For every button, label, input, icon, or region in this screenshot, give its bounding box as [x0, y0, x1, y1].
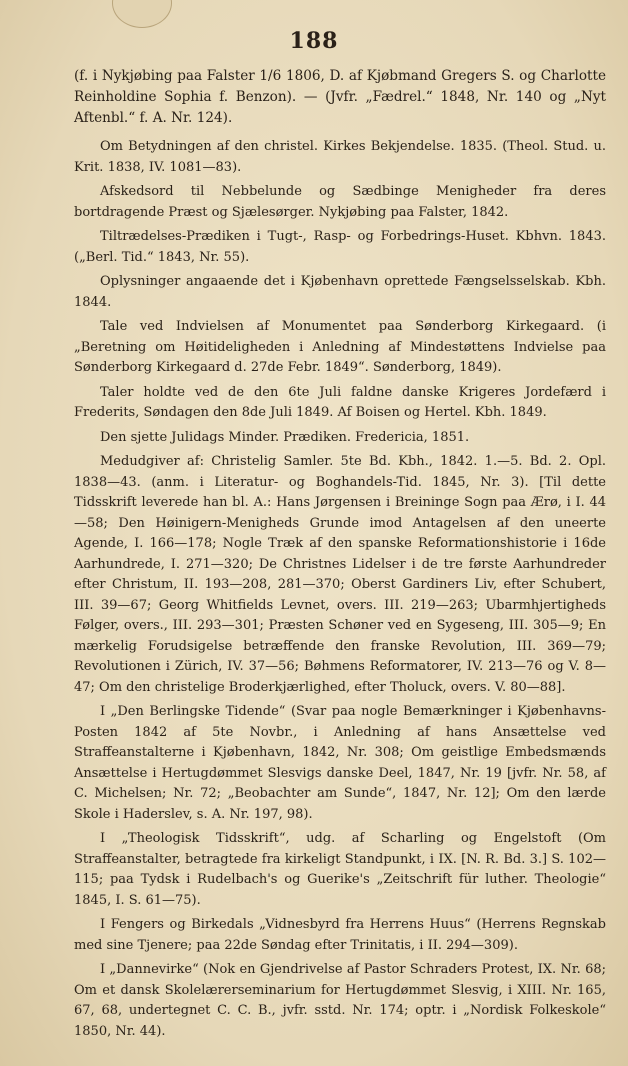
paragraph-birth-note: (f. i Nykjøbing paa Falster 1/6 1806, D. af Kjøbmand Gregers S. og Charlotte Reinholdine Sophia f. Benzon). — (Jvfr. „Fædrel.“ 1848, Nr. 140 og „Nyt Aftenbl.“ f. A. Nr. 124). — [74, 68, 606, 126]
paragraph-entry-10: I „Theologisk Tidsskrift“, udg. af Scharling og Engelstoft (Om Straffeanstalter, betragtede fra kirkeligt Standpunkt, i IX. [N. R. Bd. 3.] S. 102—115; paa Tydsk i Rudelbach's og Guerike's „Zeitschrift für luther. Theologie“ 1845, I. S. 61—75). — [74, 831, 606, 908]
page-body — [74, 66, 606, 1046]
paragraph-entry-7: Den sjette Julidags Minder. Prædiken. Fredericia, 1851. — [100, 429, 470, 445]
paragraph-entry-12: I „Dannevirke“ (Nok en Gjendrivelse af Pastor Schraders Protest, IX. Nr. 68; Om et dansk Skolelærerseminarium for Hertugdømmet Slesvig, i XIII. Nr. 165, 67, 68, undertegnet C. C. B., jvfr. sstd. Nr. 174; optr. i „Nordisk Folkeskole“ 1850, Nr. 44). — [74, 962, 606, 1039]
paragraph-entry-4: Oplysninger angaaende det i Kjøbenhavn oprettede Fængselsselskab. Kbh. 1844. — [74, 274, 606, 310]
paragraph-entry-5: Tale ved Indvielsen af Monumentet paa Sønderborg Kirkegaard. (i „Beretning om Høitideligheden i Anledning af Mindestøttens Indvielse paa Sønderborg Kirkegaard d. 27de Febr. 1849“. Sønderborg, 1849). — [74, 319, 606, 375]
paragraph-entry-9: I „Den Berlingske Tidende“ (Svar paa nogle Bemærkninger i Kjøbenhavns-Posten 1842 af 5te Novbr., i Anledning af hans Ansættelse ved Straffeanstalterne i Kjøbenhavn, 1842, Nr. 308; Om geistlige Embedsmænds Ansættelse i Hertugdømmet Slesvigs danske Deel, 1847, Nr. 19 [jvfr. Nr. 58, af C. Michelsen; Nr. 72; „Beobachter am Sunde“, 1847, Nr. 12]; Om den lærde Skole i Haderslev, s. A. Nr. 197, 98). — [74, 704, 606, 822]
paragraph-entry-1: Om Betydningen af den christel. Kirkes Bekjendelse. 1835. (Theol. Stud. u. Krit. 1838, IV. 1081—83). — [74, 139, 606, 175]
binding-hole — [112, 0, 172, 28]
paragraph-entry-6: Taler holdte ved de den 6te Juli faldne danske Krigeres Jordefærd i Frederits, Søndagen den 8de Juli 1849. Af Boisen og Hertel. Kbh. 1849. — [74, 384, 606, 420]
paragraph-entry-3: Tiltrædelses-Prædiken i Tugt-, Rasp- og Forbedrings-Huset. Kbhvn. 1843. („Berl. Tid.“ 1843, Nr. 55). — [74, 229, 606, 265]
paragraph-entry-11: I Fengers og Birkedals „Vidnesbyrd fra Herrens Huus“ (Herrens Regnskab med sine Tjenere; paa 22de Søndag efter Trinitatis, i II. 294—309). — [74, 917, 606, 953]
page-number: 188 — [289, 28, 339, 54]
paragraph-entry-8: Medudgiver af: Christelig Samler. 5te Bd. Kbh., 1842. 1.—5. Bd. 2. Opl. 1838—43. (anm. i Literatur- og Boghandels-Tid. 1845, Nr. 3). [Til dette Tidsskrift leverede han bl. A.: Hans Jørgensen i Breininge Sogn paa Ærø, i I. 44—58; Den Høinigern-Menigheds Grunde imod Antagelsen af den uneerte Agende, I. 166—178; Nogle Træk af den spanske Reformationshistorie i 16de Aarhundrede, I. 271—320; De Christnes Lidelser i de tre første Aarhundreder efter Christum, II. 193—208, 281—370; Oberst Gardiners Liv, efter Schubert, III. 39—67; Georg Whitfields Levnet, overs. III. 219—263; Ubarmhjertigheds Følger, overs., III. 293—301; Præsten Schøner ved en Sygeseng, III. 305—9; En mærkelig Forudsigelse betræffende den franske Revolution, III. 369—79; Revolutionen i Zürich, IV. 37—56; Bøhmens Reformatorer, IV. 213—76 og V. 8—47; Om den christelige Broderkjærlighed, efter Tholuck, overs. V. 80—88]. — [74, 454, 606, 695]
paragraph-entry-2: Afskedsord til Nebbelunde og Sædbinge Menigheder fra deres bortdragende Præst og Sjælesørger. Nykjøbing paa Falster, 1842. — [74, 184, 606, 220]
